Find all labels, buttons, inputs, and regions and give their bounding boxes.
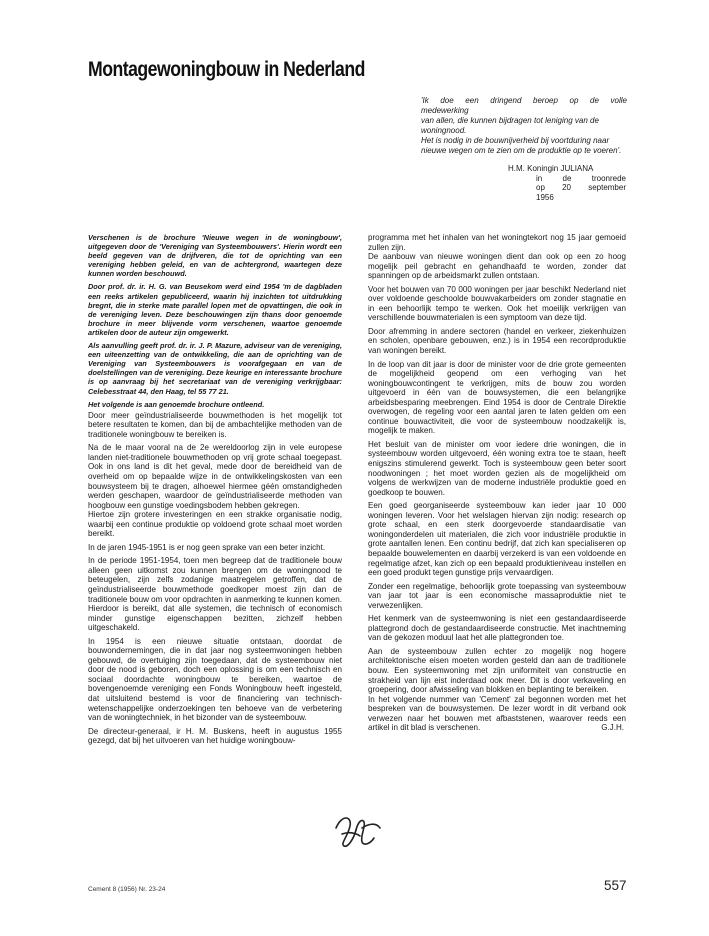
left-column [88,233,342,750]
quote-line: van allen, die kunnen bijdragen tot leniging van de woningnood. [421,116,599,135]
body-paragraph: Door meer geïndustrialiseerde bouwmethoden is het mogelijk tot betere resultaten te komen, dan bij de ambachtelijke methoden van de traditionele woningbouw te bereiken is. [88,410,342,439]
right-column [368,233,626,737]
body-paragraph: In de periode 1951-1954, toen men begreep dat de traditionele bouw alleen geen uitkomst zou kunnen brengen om de woningnood te beteugelen, zijn zelfs zodanige maatregelen getroffen, dat de geïndustrialiseerde bouwmethode goedkoper moest zijn dan de traditionele bouw om voor opdrachten in aanmerking te kunnen komen. Hierdoor is bereikt, dat alle systemen, die technisch of economisch minder gunstige eigenschappen bezitten, zichzelf hebben uitgeschakeld. [88,556,342,633]
flourish-ornament-icon [332,808,384,850]
body-paragraph: Door afremming in andere sectoren (handel en verkeer, ziekenhuizen en scholen, openbare gebouwen, enz.) is in 1954 een recordproduktie van woningen bereikt. [368,326,626,356]
body-paragraph: In de jaren 1945-1951 is er nog geen sprake van een beter inzicht. [88,542,326,552]
signature-name: H.M. Koningin JULIANA [508,164,594,173]
body-paragraph: Voor het bouwen van 70 000 woningen per jaar beschikt Nederland niet over voldoende geschoolde bouwvakarbeiders om zonder stagnatie en in een behoorlijk tempo te werken. Ook het moeilijk verkrijgen van verschillende bouwmaterialen is een symptoom van deze tijd. [368,284,626,323]
quote-signature [508,164,626,202]
body-paragraph: De directeur-generaal, ir H. M. Buskens, heeft in augustus 1955 gezegd, dat bij het uitvoeren van het huidige woningbouw- [88,726,342,746]
author-initials: G.J.H. [601,723,624,733]
body-paragraph: In 1954 is een nieuwe situatie ontstaan, doordat de bouwondernemingen, die in dat jaar nog systeemwoningen hebben gebouwd, de overtuiging zijn toegedaan, dat de systeembouw niet door de nood is geboren, doch een oplossing is om een technisch en sociaal doordachte woningbouw te bereiken, waartoe de bovengenoemde vereniging een Fonds Woningbouw heeft ingesteld, dat uitsluitend bestemd is voor de financiering van technisch-wetenschappelijke onderzoekingen ten behoeve van de verbetering van de woningtechniek, in het bizonder van de systeembouw. [88,636,342,723]
signature-year: 1956 [536,192,554,202]
final-paragraph-text: Aan de systeembouw zullen echter zo mogelijk nog hogere architektonische eisen moeten worden gesteld dan aan de traditionele bouw. Een systeemwoning met zijn uniformiteit van constructie en strakheid van lijn eist inderdaad ook meer. Dit is door verkaveling en groepering, door afwisseling van blokken en beplanting te bereiken. In het volgende nummer van 'Cement' zal begonnen worden met het bespreken van de bouwsystemen. De lezer wordt in dit verband ook verwezen naar het bouwen met afbaststenen, waarover reeds een artikel in dit blad is verschenen. [368,646,626,733]
quote-line: medewerking [421,106,469,115]
intro-paragraph: Als aanvulling geeft prof. dr. ir. J. P. Mazure, adviseur van de vereniging, een uiteenzetting van de ontwikkeling, die aan de oprichting van de Vereniging van Systeembouwers is voorafgegaan en van de doelstellingen van de vereniging. Deze keurige en interessante brochure is op aanvraag bij het secretariaat van de vereniging verkrijgbaar: Celebesstraat 44, den Haag, tel 55 77 21. [88,341,342,396]
body-paragraph: Na de le maar vooral na de 2e wereldoorlog zijn in vele europese landen niet-traditionele bouwmethoden op vrij grote schaal toegepast. Ook in ons land is dit het geval, mede door de bereidheid van de overheid om op bepaalde wijze in de ontwikkelingskosten van een bouwsysteem bij te dragen, alhoewel hiermee géén omstandigheden werden geschapen, waardoor de geïndustrialiseerde methoden van hoogbouw een gunstige voedingsbodem hebben gekregen. Hiertoe zijn grotere investeringen en een strakke organisatie nodig, waarbij een continue produktie op voldoend grote schaal moet worden bereikt. [88,443,342,539]
body-paragraph [368,647,626,733]
quote-line: Het is nodig in de bouwnijverheid bij voortduring naar nieuwe wegen om te zien om de produktie op te voeren'. [421,136,622,155]
journal-reference: Cement 8 (1956) Nr. 23-24 [88,886,166,893]
intro-paragraph: Door prof. dr. ir. H. G. van Beusekom werd eind 1954 'm de dagbladen een reeks artikelen gepubliceerd, waarin hij inzichten tot uitdrukking bregnt, die in sterke mate parallel lopen met de opvattingen, die ook in de vereniging leven. Deze beschouwingen zijn thans door genoemde brochure in meer blijvende vorm verschenen, waartoe genoemde artikelen door de auteur zijn omgewerkt. [88,282,342,337]
article-title: Montagewoningbouw in Nederland [88,58,365,81]
body-paragraph: Het kenmerk van de systeemwoning is niet een gestandaardiseerde plattegrond doch de gestandaardiseerde constructie. Met inachtneming van de gekozen moduul laat het alle plattegronden toe. [368,614,626,643]
intro-paragraph: Verschenen is de brochure 'Nieuwe wegen in de woningbouw', uitgegeven door de 'Vereniging van Systeembouwers'. Hierin wordt een beeld gegeven van de drijfveren, die tot de oprichting van een vereniging hebben geleid, en van de achtergrond, waartegen deze kunnen worden beschouwd. [88,233,342,279]
body-paragraph: Het besluit van de minister om voor iedere drie woningen, die in systeembouw worden uitgevoerd, één woning extra toe te staan, heeft enigszins stimulerend gewerkt. Toch is systeembouw geen beter soort noodwoningen ; het moet worden gezien als de mogelijkheid om volgens de werkwijzen van de moderne industriële produktie goed en goedkoop te bouwen. [368,439,626,497]
page-number: 557 [604,878,627,893]
body-paragraph: Een goed georganiseerde systeembouw kan ieder jaar 10 000 woningen leveren. Voor het welslagen hiervan zijn nodig: research op grote schaal, en een sterk doorgevoerde standaardisatie van woningonderdelen uit materialen, die zich voor industriële produktie in grote aantallen lenen. Een continu bedrijf, dat zich kan specialiseren op bepaalde bouwelementen en daarbij verzekerd is van een voldoende en regelmatige afzet, kan zich op een bepaald produktieniveau instellen en een goed produkt tegen gunstige prijs vervaardigen. [368,501,626,578]
body-paragraph: In de loop van dit jaar is door de minister voor de drie grote gemeenten de mogelijkheid geopend om een verhoging van het woningbouwcontingent te verkrijgen, mits de bouw zou worden uitgevoerd in één van de bouwsystemen, die een belangrijke arbeidsbesparing meebrengen. Eind 1954 is door de Centrale Direktie overwogen, de regeling voor een aantal jaren te laten gelden om een continue bouwactiviteit, die voor de systeembouw noodzakelijk is, mogelijk te maken. [368,359,626,436]
body-paragraph: programma met het inhalen van het woningtekort nog 15 jaar gemoeid zullen zijn. De aanbouw van nieuwe woningen dient dan ook op een zo hoog mogelijk peil gebracht en gehandhaafd te worden, zonder dat spanningen op de arbeidsmarkt zullen ontstaan. [368,233,626,281]
intro-paragraph: Het volgende is aan genoemde brochure ontleend. [88,399,265,409]
quote-line: 'Ik doe een dringend beroep op de volle [421,96,627,105]
signature-place: in de troonrede [536,173,626,183]
signature-date: op 20 september [536,183,626,192]
body-paragraph: Zonder een regelmatige, behoorlijk grote toepassing van systeembouw van jaar tot jaar is een economische massaproduktie niet te verwezenlijken. [368,581,626,610]
royal-quote [421,96,627,156]
